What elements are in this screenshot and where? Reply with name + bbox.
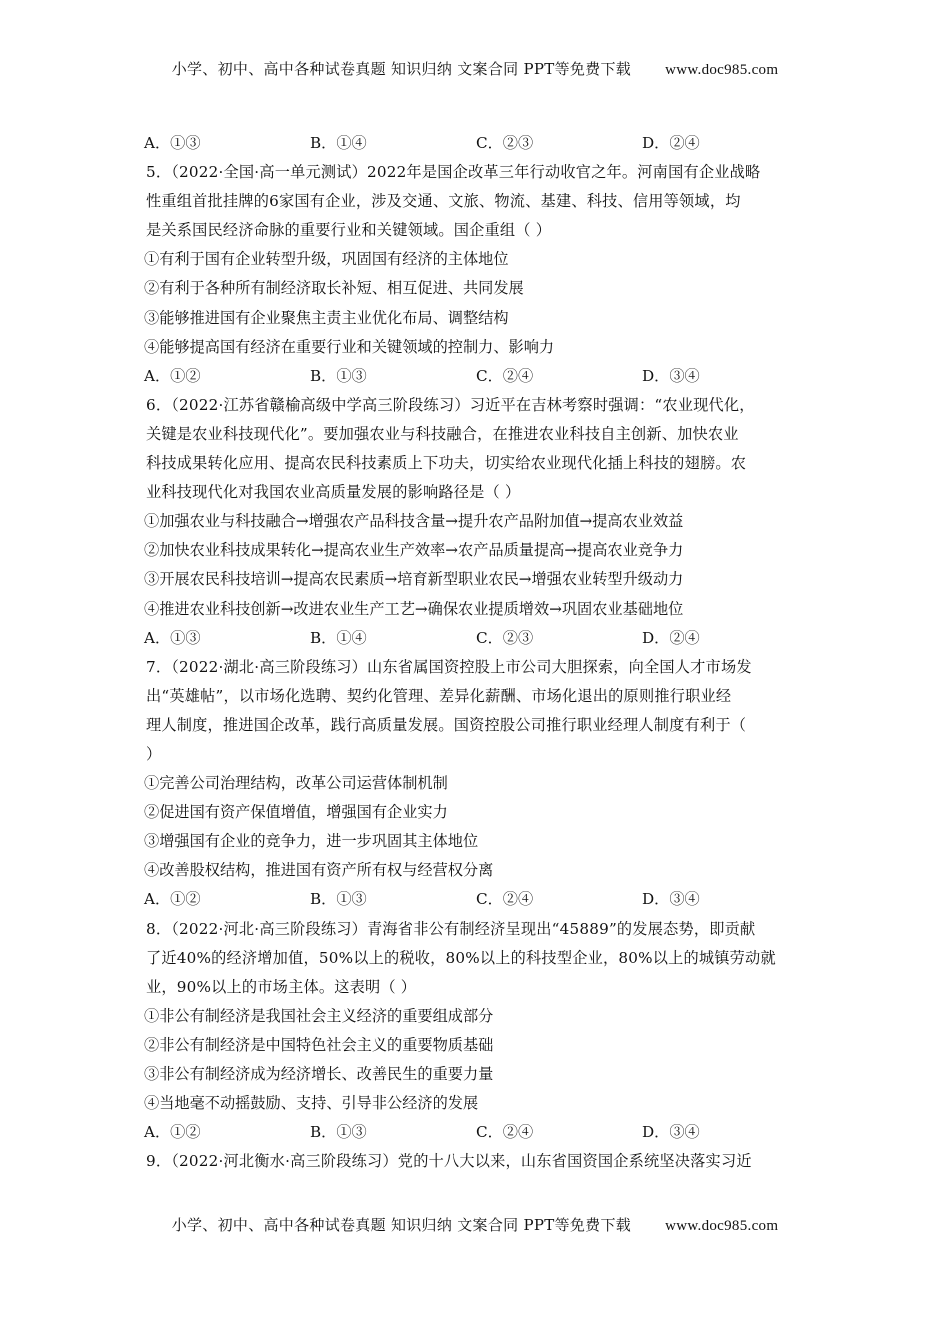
question-block: [144, 915, 810, 1148]
option-b[interactable]: B．①④: [310, 134, 367, 152]
option-b[interactable]: B．①③: [310, 890, 367, 909]
option-a[interactable]: A．①③: [144, 134, 201, 152]
statement-item: ②有利于各种所有制经济取长补短、相互促进、共同发展: [144, 279, 524, 298]
question-stem-line: 是关系国民经济命脉的重要行业和关键领域。国企重组（ ）: [146, 221, 552, 240]
statement-item: ③增强国有企业的竞争力，进一步巩固其主体地位: [144, 832, 479, 851]
statement-item: ④当地毫不动摇鼓励、支持、引导非公经济的发展: [144, 1094, 479, 1113]
statement-item: ①非公有制经济是我国社会主义经济的重要组成部分: [144, 1006, 494, 1025]
option-a[interactable]: A．①②: [144, 366, 201, 385]
option-c[interactable]: C．②③: [476, 628, 534, 647]
answer-options: [144, 624, 810, 653]
question-stem-line: 性重组首批挂牌的6家国有企业，涉及交通、文旅、物流、基建、科技、信用等领域，均: [146, 192, 741, 211]
option-d[interactable]: D．③④: [642, 890, 700, 909]
statement-item: ①有利于国有企业转型升级，巩固国有经济的主体地位: [144, 250, 509, 269]
option-d[interactable]: D．②④: [642, 628, 700, 647]
header-site-link[interactable]: www.doc985.com: [665, 62, 779, 78]
statement-item: ②加快农业科技成果转化→提高农业生产效率→农产品质量提高→提高农业竞争力: [144, 541, 684, 560]
footer-text: 小学、初中、高中各种试卷真题 知识归纳 文案合同 PPT等免费下载: [171, 1216, 632, 1234]
question-stem-line: 出“英雄帖”，以市场化选聘、契约化管理、差异化薪酬、市场化退出的原则推行职业经: [146, 686, 732, 705]
question-stem-line: 5．（2022·全国·高一单元测试）2022年是国企改革三年行动收官之年。河南国有企业战略: [146, 163, 761, 182]
question-stem-line: 9．（2022·河北衡水·高三阶段练习）党的十八大以来，山东省国资国企系统坚决落实习近: [146, 1152, 752, 1171]
option-a[interactable]: A．①③: [144, 628, 201, 647]
statement-item: ④推进农业科技创新→改进农业生产工艺→确保农业提质增效→巩固农业基础地位: [144, 599, 684, 618]
question-stem-line: 了近40%的经济增加值，50%以上的税收，80%以上的科技型企业，80%以上的城镇劳动就: [146, 948, 776, 967]
header-text: 小学、初中、高中各种试卷真题 知识归纳 文案合同 PPT等免费下载: [171, 60, 632, 78]
question-stem-line: 8．（2022·河北·高三阶段练习）青海省非公有制经济呈现出“45889”的发展态势，即贡献: [146, 919, 756, 938]
statement-item: ③能够推进国有企业聚焦主责主业优化布局、调整结构: [144, 308, 509, 327]
page-header: [0, 58, 950, 79]
question-stem-line: 7．（2022·湖北·高三阶段练习）山东省属国资控股上市公司大胆探索，向全国人才市场发: [146, 657, 752, 676]
option-a[interactable]: A．①②: [144, 1123, 201, 1142]
option-b[interactable]: B．①④: [310, 628, 367, 647]
option-c[interactable]: C．②④: [476, 1123, 534, 1142]
question-stem-line: 业，90%以上的市场主体。这表明（ ）: [146, 977, 417, 996]
statement-item: ④改善股权结构，推进国有资产所有权与经营权分离: [144, 861, 494, 880]
option-b[interactable]: B．①③: [310, 1123, 367, 1142]
option-d[interactable]: D．③④: [642, 366, 700, 385]
prev-question-options: [144, 129, 810, 158]
question-stem-line: 关键是农业科技现代化”。要加强农业与科技融合，在推进农业科技自主创新、加快农业: [146, 424, 739, 443]
footer-site-link[interactable]: www.doc985.com: [665, 1218, 779, 1234]
statement-item: ④能够提高国有经济在重要行业和关键领域的控制力、影响力: [144, 337, 555, 356]
statement-item: ②促进国有资产保值增值，增强国有企业实力: [144, 803, 448, 822]
option-b[interactable]: B．①③: [310, 366, 367, 385]
question-block: [144, 1147, 810, 1176]
question-stem-line: 理人制度，推进国企改革，践行高质量发展。国资控股公司推行职业经理人制度有利于（: [146, 715, 747, 734]
question-block: [144, 158, 810, 391]
option-c[interactable]: C．②④: [476, 366, 534, 385]
exam-content: [144, 129, 810, 1176]
statement-item: ③非公有制经济成为经济增长、改善民生的重要力量: [144, 1065, 494, 1083]
question-stem-line: 科技成果转化应用、提高农民科技素质上下功夫，切实给农业现代化插上科技的翅膀。农: [146, 454, 747, 473]
statement-item: ①完善公司治理结构，改革公司运营体制机制: [144, 774, 448, 793]
question-block: [144, 653, 810, 915]
question-stem-line: ）: [146, 744, 162, 763]
option-a[interactable]: A．①②: [144, 890, 201, 909]
option-c[interactable]: C．②③: [476, 134, 534, 152]
answer-options: [144, 885, 810, 914]
question-stem-line: 业科技现代化对我国农业高质量发展的影响路径是（ ）: [146, 483, 521, 502]
option-c[interactable]: C．②④: [476, 890, 534, 909]
option-d[interactable]: D．③④: [642, 1123, 700, 1142]
question-stem-line: 6．（2022·江苏省赣榆高级中学高三阶段练习）习近平在吉林考察时强调：“农业现代化，: [146, 395, 755, 414]
statement-item: ②非公有制经济是中国特色社会主义的重要物质基础: [144, 1035, 494, 1054]
answer-options: [144, 362, 810, 391]
answer-options: [144, 1118, 810, 1147]
question-block: [144, 391, 810, 653]
statement-item: ①加强农业与科技融合→增强农产品科技含量→提升农产品附加值→提高农业效益: [144, 512, 684, 531]
page-footer: [0, 1214, 950, 1235]
option-d[interactable]: D．②④: [642, 134, 700, 152]
statement-item: ③开展农民科技培训→提高农民素质→培育新型职业农民→增强农业转型升级动力: [144, 570, 684, 589]
